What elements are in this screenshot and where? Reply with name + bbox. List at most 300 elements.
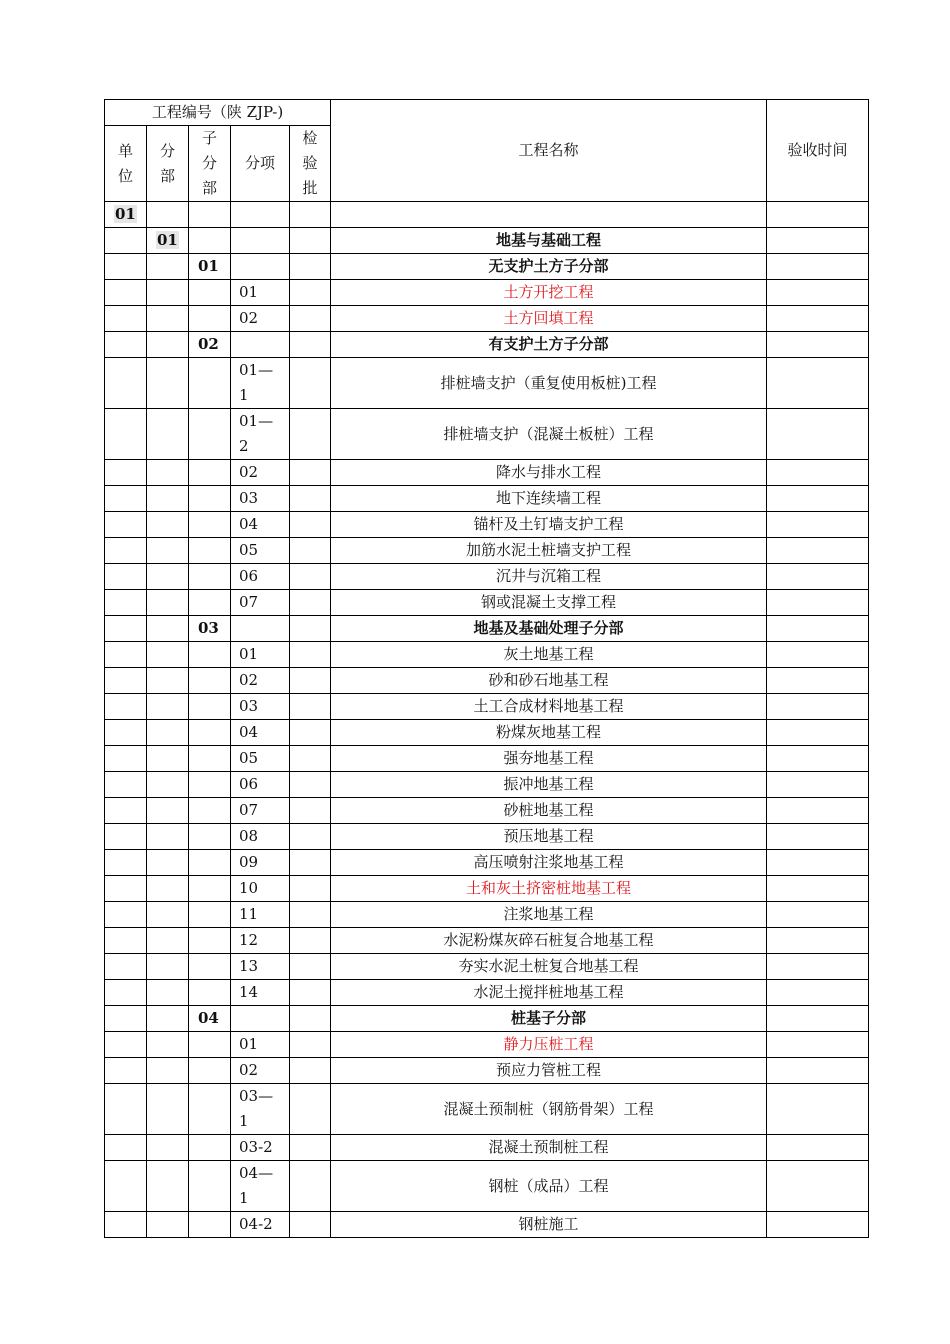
inspection-cell: [290, 590, 331, 616]
inspection-cell: [290, 358, 331, 409]
unit-code-cell: [105, 954, 147, 980]
acceptance-time-cell: [767, 332, 869, 358]
table-row: [105, 202, 869, 228]
unit-code-cell: [105, 850, 147, 876]
division-code-cell: [147, 358, 189, 409]
subdivision-code-cell: [189, 228, 231, 254]
subdivision-code-cell: [189, 358, 231, 409]
table-row: [105, 460, 869, 486]
acceptance-time-cell: [767, 798, 869, 824]
inspection-cell: [290, 409, 331, 460]
subdivision-code-cell: [189, 876, 231, 902]
unit-code-cell: [105, 1032, 147, 1058]
inspection-cell: [290, 980, 331, 1006]
inspection-cell: [290, 772, 331, 798]
item-code-cell: 04: [231, 720, 290, 746]
project-name-cell: 砂和砂石地基工程: [331, 668, 767, 694]
division-code-cell: [147, 512, 189, 538]
item-code-cell: 02: [231, 668, 290, 694]
acceptance-time-cell: [767, 1058, 869, 1084]
col-header-unit-text: 单位: [118, 141, 134, 185]
inspection-cell: [290, 306, 331, 332]
acceptance-time-cell: [767, 876, 869, 902]
subdivision-code-cell: [189, 902, 231, 928]
division-code-cell: [147, 616, 189, 642]
table-row: [105, 486, 869, 512]
subdivision-code-cell: 04: [189, 1006, 231, 1032]
division-code-cell: [147, 746, 189, 772]
subdivision-code-cell: [189, 642, 231, 668]
item-code-cell: 01: [231, 280, 290, 306]
inspection-cell: [290, 746, 331, 772]
item-code-cell: 05: [231, 538, 290, 564]
unit-code-cell: [105, 902, 147, 928]
inspection-cell: [290, 1084, 331, 1135]
table-row: [105, 876, 869, 902]
project-name-cell: 土方开挖工程: [331, 280, 767, 306]
item-code-cell: 12: [231, 928, 290, 954]
item-code-cell: 08: [231, 824, 290, 850]
unit-code-cell: [105, 538, 147, 564]
table-row: [105, 254, 869, 280]
item-code-cell: [231, 332, 290, 358]
inspection-cell: [290, 332, 331, 358]
item-code-cell: 02: [231, 460, 290, 486]
acceptance-time-cell: [767, 202, 869, 228]
acceptance-time-cell: [767, 642, 869, 668]
table-row: [105, 772, 869, 798]
subdivision-code-cell: 02: [189, 332, 231, 358]
unit-code-cell: [105, 202, 147, 228]
division-code-cell: [147, 280, 189, 306]
division-code-cell: [147, 668, 189, 694]
division-code-cell: [147, 798, 189, 824]
item-code-cell: 02: [231, 306, 290, 332]
item-code-cell: 14: [231, 980, 290, 1006]
table-row: [105, 512, 869, 538]
item-code-cell: 11: [231, 902, 290, 928]
item-code-cell: 02: [231, 1058, 290, 1084]
acceptance-time-cell: [767, 460, 869, 486]
subdivision-code-cell: [189, 798, 231, 824]
division-code-cell: [147, 954, 189, 980]
table-row: [105, 668, 869, 694]
unit-code-cell: [105, 228, 147, 254]
table-row: [105, 1135, 869, 1161]
subdivision-code-cell: [189, 850, 231, 876]
unit-code-cell: [105, 486, 147, 512]
project-name-cell: 砂桩地基工程: [331, 798, 767, 824]
subdivision-code-cell: [189, 460, 231, 486]
inspection-cell: [290, 928, 331, 954]
item-code-cell: 03—1: [231, 1084, 290, 1135]
table-row: [105, 1006, 869, 1032]
division-code-cell: [147, 928, 189, 954]
inspection-cell: [290, 512, 331, 538]
inspection-cell: [290, 850, 331, 876]
unit-code-cell: [105, 254, 147, 280]
project-name-cell: 钢或混凝土支撑工程: [331, 590, 767, 616]
inspection-cell: [290, 1006, 331, 1032]
division-code-cell: [147, 486, 189, 512]
project-code-table: [104, 99, 869, 1238]
table-row: [105, 798, 869, 824]
unit-code-cell: [105, 280, 147, 306]
subdivision-code-cell: [189, 824, 231, 850]
project-name-cell: 粉煤灰地基工程: [331, 720, 767, 746]
unit-code-cell: [105, 720, 147, 746]
acceptance-time-cell: [767, 1135, 869, 1161]
item-code-cell: 03: [231, 694, 290, 720]
table-row: [105, 564, 869, 590]
unit-code-cell: [105, 1058, 147, 1084]
unit-code-cell: [105, 590, 147, 616]
acceptance-time-cell: [767, 668, 869, 694]
division-code-cell: [147, 460, 189, 486]
division-code-cell: [147, 850, 189, 876]
inspection-cell: [290, 824, 331, 850]
unit-code-cell: [105, 1006, 147, 1032]
inspection-cell: [290, 564, 331, 590]
table-row: [105, 928, 869, 954]
project-name-cell: 排桩墙支护（重复使用板桩)工程: [331, 358, 767, 409]
item-code-cell: 04—1: [231, 1161, 290, 1212]
acceptance-time-cell: [767, 824, 869, 850]
item-code-cell: 04-2: [231, 1212, 290, 1238]
project-name-cell: 振冲地基工程: [331, 772, 767, 798]
table-row: [105, 642, 869, 668]
item-code-cell: 01: [231, 1032, 290, 1058]
table-row: [105, 1161, 869, 1212]
division-code-cell: [147, 1058, 189, 1084]
division-code-cell: [147, 1032, 189, 1058]
subdivision-code-cell: [189, 1161, 231, 1212]
project-name-cell: [331, 202, 767, 228]
project-name-cell: 注浆地基工程: [331, 902, 767, 928]
item-code-cell: 05: [231, 746, 290, 772]
inspection-cell: [290, 228, 331, 254]
unit-code-cell: [105, 876, 147, 902]
table-row: [105, 850, 869, 876]
unit-code-cell: [105, 798, 147, 824]
unit-code-cell: [105, 1161, 147, 1212]
acceptance-time-cell: [767, 1212, 869, 1238]
col-header-inspection-text: 检验批: [302, 129, 318, 197]
item-code-cell: [231, 228, 290, 254]
division-code-cell: [147, 306, 189, 332]
project-name-cell: 加筋水泥土桩墙支护工程: [331, 538, 767, 564]
subdivision-code-cell: [189, 980, 231, 1006]
acceptance-time-cell: [767, 306, 869, 332]
division-code-cell: [147, 409, 189, 460]
table-row: [105, 1084, 869, 1135]
unit-code-cell: [105, 409, 147, 460]
acceptance-time-cell: [767, 409, 869, 460]
item-code-cell: 10: [231, 876, 290, 902]
item-code-cell: [231, 1006, 290, 1032]
col-header-division-text: 分部: [160, 141, 176, 185]
acceptance-time-cell: [767, 720, 869, 746]
acceptance-time-cell: [767, 254, 869, 280]
unit-code-cell: [105, 332, 147, 358]
division-code-cell: [147, 824, 189, 850]
project-name-cell: 地下连续墙工程: [331, 486, 767, 512]
unit-code-cell: [105, 512, 147, 538]
division-code-cell: [147, 1161, 189, 1212]
acceptance-time-cell: [767, 280, 869, 306]
item-code-cell: [231, 616, 290, 642]
division-code-cell: [147, 772, 189, 798]
unit-code-cell: [105, 980, 147, 1006]
project-name-cell: 钢桩（成品）工程: [331, 1161, 767, 1212]
inspection-cell: [290, 642, 331, 668]
subdivision-code-cell: [189, 954, 231, 980]
table-row: [105, 306, 869, 332]
subdivision-code-cell: [189, 694, 231, 720]
inspection-cell: [290, 902, 331, 928]
item-code-cell: 03: [231, 486, 290, 512]
project-code-label: 工程编号（陕 ZJP-): [105, 100, 331, 126]
subdivision-code-cell: [189, 720, 231, 746]
division-code-cell: [147, 590, 189, 616]
subdivision-code-cell: [189, 1135, 231, 1161]
subdivision-code-cell: [189, 564, 231, 590]
table-row: [105, 538, 869, 564]
subdivision-code-cell: [189, 280, 231, 306]
item-code-cell: 03-2: [231, 1135, 290, 1161]
subdivision-code-cell: [189, 772, 231, 798]
division-code-cell: [147, 1006, 189, 1032]
code-highlight: 01: [115, 205, 136, 223]
division-code-cell: [147, 254, 189, 280]
table-row: [105, 1212, 869, 1238]
subdivision-code-cell: 01: [189, 254, 231, 280]
project-name-cell: 预应力管桩工程: [331, 1058, 767, 1084]
inspection-cell: [290, 798, 331, 824]
col-header-item: 分项: [231, 126, 290, 202]
unit-code-cell: [105, 668, 147, 694]
table-row: [105, 1032, 869, 1058]
project-name-cell: 混凝土预制桩工程: [331, 1135, 767, 1161]
inspection-cell: [290, 280, 331, 306]
division-code-cell: [147, 228, 189, 254]
item-code-cell: [231, 202, 290, 228]
unit-code-cell: [105, 694, 147, 720]
unit-code-cell: [105, 460, 147, 486]
unit-code-cell: [105, 746, 147, 772]
project-name-cell: 桩基子分部: [331, 1006, 767, 1032]
project-name-cell: 地基与基础工程: [331, 228, 767, 254]
table-row: [105, 280, 869, 306]
inspection-cell: [290, 1058, 331, 1084]
unit-code-cell: [105, 642, 147, 668]
col-header-subdivision-text: 子分部: [202, 129, 218, 197]
division-code-cell: [147, 332, 189, 358]
division-code-cell: [147, 642, 189, 668]
project-name-cell: 高压喷射注浆地基工程: [331, 850, 767, 876]
project-name-cell: 水泥粉煤灰碎石桩复合地基工程: [331, 928, 767, 954]
col-header-subdivision: [189, 126, 231, 202]
inspection-cell: [290, 1135, 331, 1161]
item-code-cell: 13: [231, 954, 290, 980]
inspection-cell: [290, 876, 331, 902]
col-header-division: [147, 126, 189, 202]
table-row: [105, 358, 869, 409]
acceptance-time-cell: [767, 228, 869, 254]
inspection-cell: [290, 954, 331, 980]
subdivision-code-cell: [189, 512, 231, 538]
acceptance-time-cell: [767, 1084, 869, 1135]
project-name-cell: 无支护土方子分部: [331, 254, 767, 280]
project-name-cell: 锚杆及土钉墙支护工程: [331, 512, 767, 538]
unit-code-cell: [105, 616, 147, 642]
acceptance-time-cell: [767, 358, 869, 409]
col-header-name: 工程名称: [331, 100, 767, 202]
acceptance-time-cell: [767, 850, 869, 876]
table-row: [105, 1058, 869, 1084]
unit-code-cell: [105, 358, 147, 409]
project-name-cell: 灰土地基工程: [331, 642, 767, 668]
inspection-cell: [290, 460, 331, 486]
subdivision-code-cell: [189, 1084, 231, 1135]
acceptance-time-cell: [767, 954, 869, 980]
item-code-cell: 01: [231, 642, 290, 668]
inspection-cell: [290, 616, 331, 642]
subdivision-code-cell: [189, 1058, 231, 1084]
inspection-cell: [290, 1212, 331, 1238]
division-code-cell: [147, 564, 189, 590]
item-code-cell: 04: [231, 512, 290, 538]
acceptance-time-cell: [767, 590, 869, 616]
acceptance-time-cell: [767, 772, 869, 798]
division-code-cell: [147, 1212, 189, 1238]
subdivision-code-cell: [189, 668, 231, 694]
division-code-cell: [147, 202, 189, 228]
inspection-cell: [290, 1161, 331, 1212]
project-name-cell: 土方回填工程: [331, 306, 767, 332]
division-code-cell: [147, 876, 189, 902]
project-name-cell: 水泥土搅拌桩地基工程: [331, 980, 767, 1006]
subdivision-code-cell: [189, 590, 231, 616]
subdivision-code-cell: [189, 202, 231, 228]
division-code-cell: [147, 1084, 189, 1135]
division-code-cell: [147, 902, 189, 928]
division-code-cell: [147, 538, 189, 564]
unit-code-cell: [105, 1212, 147, 1238]
item-code-cell: 01—2: [231, 409, 290, 460]
table-row: [105, 720, 869, 746]
acceptance-time-cell: [767, 616, 869, 642]
unit-code-cell: [105, 564, 147, 590]
project-name-cell: 强夯地基工程: [331, 746, 767, 772]
subdivision-code-cell: 03: [189, 616, 231, 642]
acceptance-time-cell: [767, 1032, 869, 1058]
table-row: [105, 902, 869, 928]
code-highlight: 01: [157, 231, 178, 249]
subdivision-code-cell: [189, 306, 231, 332]
item-code-cell: 09: [231, 850, 290, 876]
unit-code-cell: [105, 824, 147, 850]
unit-code-cell: [105, 928, 147, 954]
acceptance-time-cell: [767, 902, 869, 928]
unit-code-cell: [105, 1135, 147, 1161]
table-row: [105, 746, 869, 772]
inspection-cell: [290, 694, 331, 720]
subdivision-code-cell: [189, 538, 231, 564]
acceptance-time-cell: [767, 746, 869, 772]
table-row: [105, 980, 869, 1006]
table-row: [105, 228, 869, 254]
col-header-unit: [105, 126, 147, 202]
item-code-cell: 07: [231, 798, 290, 824]
subdivision-code-cell: [189, 1212, 231, 1238]
inspection-cell: [290, 720, 331, 746]
division-code-cell: [147, 980, 189, 1006]
acceptance-time-cell: [767, 1006, 869, 1032]
item-code-cell: [231, 254, 290, 280]
acceptance-time-cell: [767, 512, 869, 538]
table-row: [105, 332, 869, 358]
project-name-cell: 有支护土方子分部: [331, 332, 767, 358]
unit-code-cell: [105, 1084, 147, 1135]
table-row: [105, 409, 869, 460]
subdivision-code-cell: [189, 486, 231, 512]
subdivision-code-cell: [189, 746, 231, 772]
item-code-cell: 07: [231, 590, 290, 616]
project-name-cell: 夯实水泥土桩复合地基工程: [331, 954, 767, 980]
project-name-cell: 沉井与沉箱工程: [331, 564, 767, 590]
item-code-cell: 01—1: [231, 358, 290, 409]
subdivision-code-cell: [189, 409, 231, 460]
acceptance-time-cell: [767, 1161, 869, 1212]
inspection-cell: [290, 668, 331, 694]
table-row: [105, 824, 869, 850]
project-name-cell: 土工合成材料地基工程: [331, 694, 767, 720]
division-code-cell: [147, 720, 189, 746]
col-header-inspection: [290, 126, 331, 202]
acceptance-time-cell: [767, 538, 869, 564]
inspection-cell: [290, 202, 331, 228]
project-name-cell: 土和灰土挤密桩地基工程: [331, 876, 767, 902]
subdivision-code-cell: [189, 928, 231, 954]
division-code-cell: [147, 1135, 189, 1161]
table-row: [105, 954, 869, 980]
item-code-cell: 06: [231, 772, 290, 798]
project-name-cell: 地基及基础处理子分部: [331, 616, 767, 642]
table-row: [105, 694, 869, 720]
acceptance-time-cell: [767, 928, 869, 954]
division-code-cell: [147, 694, 189, 720]
table-row: [105, 616, 869, 642]
acceptance-time-cell: [767, 486, 869, 512]
col-header-time: 验收时间: [767, 100, 869, 202]
project-name-cell: 降水与排水工程: [331, 460, 767, 486]
subdivision-code-cell: [189, 1032, 231, 1058]
acceptance-time-cell: [767, 694, 869, 720]
project-name-cell: 预压地基工程: [331, 824, 767, 850]
inspection-cell: [290, 538, 331, 564]
inspection-cell: [290, 486, 331, 512]
project-name-cell: 静力压桩工程: [331, 1032, 767, 1058]
inspection-cell: [290, 1032, 331, 1058]
project-name-cell: 混凝土预制桩（钢筋骨架）工程: [331, 1084, 767, 1135]
acceptance-time-cell: [767, 980, 869, 1006]
item-code-cell: 06: [231, 564, 290, 590]
acceptance-time-cell: [767, 564, 869, 590]
unit-code-cell: [105, 772, 147, 798]
inspection-cell: [290, 254, 331, 280]
unit-code-cell: [105, 306, 147, 332]
